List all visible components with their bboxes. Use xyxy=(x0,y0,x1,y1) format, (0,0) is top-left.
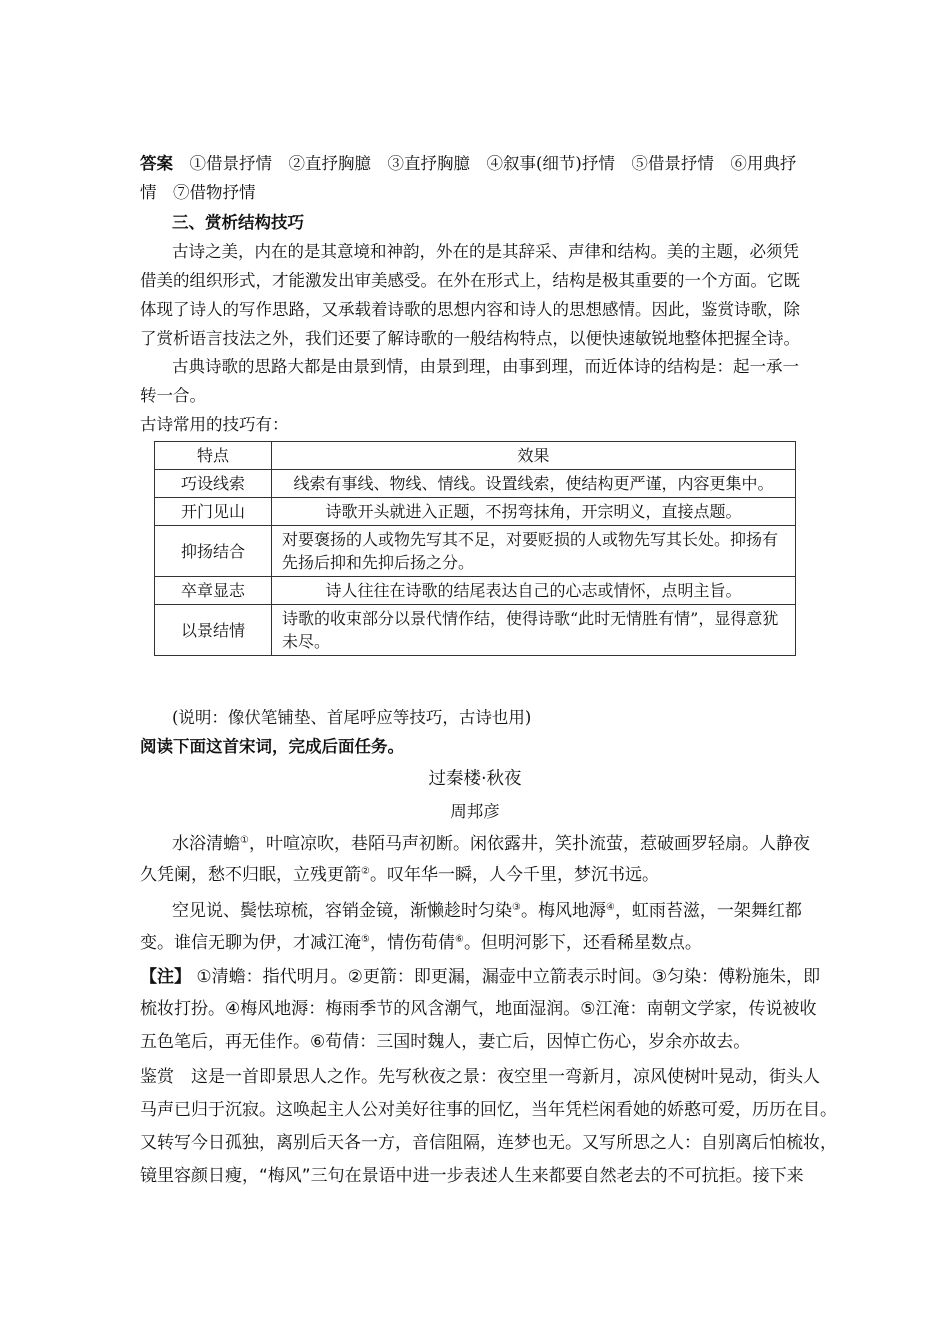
notes-line-1 xyxy=(140,966,820,988)
notes-line: 梳妆打扮。④梅风地溽：梅雨季节的风含潮气，地面湿润。⑤江淹：南朝文学家，传说被收 xyxy=(140,999,817,1019)
poem-text: ，叶喧凉吹，巷陌马声初断。闲依露井，笑扑流萤，惹破画罗轻扇。人静夜 xyxy=(248,834,810,854)
footnote-ref: ② xyxy=(361,866,370,877)
appreciation-line: 又转写今日孤独，离别后天各一方，音信阻隔，连梦也无。又写所思之人：自别离后怕梳妆， xyxy=(140,1133,837,1153)
poem-stanza-1-line-2 xyxy=(140,864,659,886)
table-cell-feature: 以景结情 xyxy=(155,605,272,656)
appreciation-line: 镜里容颜日瘦，“梅风”三句在景语中进一步表述人生来都要自然老去的不可抗拒。接下来 xyxy=(140,1166,804,1186)
paragraph-2-line: 古典诗歌的思路大都是由景到情，由景到理，由事到理，而近体诗的结构是：起一承一 xyxy=(172,357,799,376)
poem-text: 水浴清蟾 xyxy=(172,834,240,854)
poem-title: 过秦楼·秋夜 xyxy=(428,769,522,789)
paragraph-1-line: 体现了诗人的写作思路，又承载着诗歌的思想内容和诗人的思想感情。因此，鉴赏诗歌，除 xyxy=(140,300,800,319)
footnote-ref: ④ xyxy=(605,902,615,913)
table-cell-effect: 线索有事线、物线、情线。设置线索，使结构更严谨，内容更集中。 xyxy=(272,470,796,498)
poem-text: 。叹年华一瞬，人今千里，梦沉书远。 xyxy=(369,865,659,885)
table-note: (说明：像伏笔铺垫、首尾呼应等技巧，古诗也用) xyxy=(172,708,532,727)
paragraph-2-line: 转一合。 xyxy=(140,386,206,405)
table-row xyxy=(155,498,796,526)
table-header-feature: 特点 xyxy=(155,442,272,470)
appreciation-line: 马声已归于沉寂。这唤起主人公对美好往事的回忆，当年凭栏闲看她的娇憨可爱，历历在目。 xyxy=(140,1100,837,1120)
table-row xyxy=(155,470,796,498)
poem-text: ，虹雨苔滋，一架舞红都 xyxy=(614,901,802,921)
table-cell-feature: 卒章显志 xyxy=(155,577,272,605)
table-cell-feature: 抑扬结合 xyxy=(155,526,272,577)
poem-text: 空见说、鬓怯琼梳，容销金镜，渐懒趁时匀染 xyxy=(172,901,512,921)
poem-text: ，情伤荀倩 xyxy=(369,933,455,953)
answer-line-1 xyxy=(140,153,796,175)
appreciation-text: 这是一首即景思人之作。先写秋夜之景：夜空里一弯新月，凉风使树叶晃动，街头人 xyxy=(191,1067,820,1087)
paragraph-1-line: 借美的组织形式，才能激发出审美感受。在外在形式上，结构是极其重要的一个方面。它既 xyxy=(140,271,800,290)
poem-stanza-2-line-2 xyxy=(140,932,702,954)
table-cell-effect: 诗人往往在诗歌的结尾表达自己的心志或情怀，点明主旨。 xyxy=(272,577,796,605)
section-heading: 三、赏析结构技巧 xyxy=(172,213,304,232)
poem-author: 周邦彦 xyxy=(450,802,500,821)
appreciation-line-1 xyxy=(140,1066,820,1088)
footnote-ref: ① xyxy=(240,835,249,846)
poem-text: 。但明河影下，还看稀星数点。 xyxy=(463,933,702,953)
answer-text-1: ①借景抒情 ②直抒胸臆 ③直抒胸臆 ④叙事(细节)抒情 ⑤借景抒情 ⑥用典抒 xyxy=(189,154,797,173)
paragraph-1-line: 古诗之美，内在的是其意境和神韵，外在的是其辞采、声律和结构。美的主题，必须凭 xyxy=(172,242,799,261)
footnote-ref: ⑥ xyxy=(454,934,464,945)
techniques-table xyxy=(154,441,796,656)
answer-label: 答案 xyxy=(140,154,173,173)
table-cell-effect: 诗歌开头就进入正题，不拐弯抹角，开宗明义，直接点题。 xyxy=(272,498,796,526)
task-instruction: 阅读下面这首宋词，完成后面任务。 xyxy=(140,737,404,756)
table-header-row xyxy=(155,442,796,470)
poem-text: 久凭阑，愁不归眠，立残更箭 xyxy=(140,865,361,885)
answer-line-2: 情 ⑦借物抒情 xyxy=(140,183,256,202)
notes-label: 【注】 xyxy=(140,967,191,987)
paragraph-1-line: 了赏析语言技法之外，我们还要了解诗歌的一般结构特点，以便快速敏锐地整体把握全诗。 xyxy=(140,329,800,348)
table-row xyxy=(155,605,796,656)
poem-text: 变。谁信无聊为伊，才减江淹 xyxy=(140,933,361,953)
footnote-ref: ⑤ xyxy=(361,934,370,945)
notes-text: ①清蟾：指代明月。②更箭：即更漏，漏壶中立箭表示时间。③匀染：傅粉施朱，即 xyxy=(196,967,821,987)
appreciation-label: 鉴赏 xyxy=(140,1067,174,1087)
poem-text: 。梅风地溽 xyxy=(520,901,606,921)
poem-stanza-2-line-1 xyxy=(172,900,802,922)
poem-stanza-1-line-1 xyxy=(172,833,810,855)
table-cell-feature: 开门见山 xyxy=(155,498,272,526)
notes-line: 五色笔后，再无佳作。⑥荀倩：三国时魏人，妻亡后，因悼亡伤心，岁余亦故去。 xyxy=(140,1032,751,1052)
table-row xyxy=(155,526,796,577)
footnote-ref: ③ xyxy=(512,902,521,913)
table-row xyxy=(155,577,796,605)
table-cell-effect: 诗歌的收束部分以景代情作结，使得诗歌“此时无情胜有情”，显得意犹未尽。 xyxy=(272,605,796,656)
table-cell-feature: 巧设线索 xyxy=(155,470,272,498)
table-intro: 古诗常用的技巧有： xyxy=(140,415,289,434)
table-header-effect: 效果 xyxy=(272,442,796,470)
table-cell-effect: 对要褒扬的人或物先写其不足，对要贬损的人或物先写其长处。抑扬有先扬后抑和先抑后扬之分。 xyxy=(272,526,796,577)
